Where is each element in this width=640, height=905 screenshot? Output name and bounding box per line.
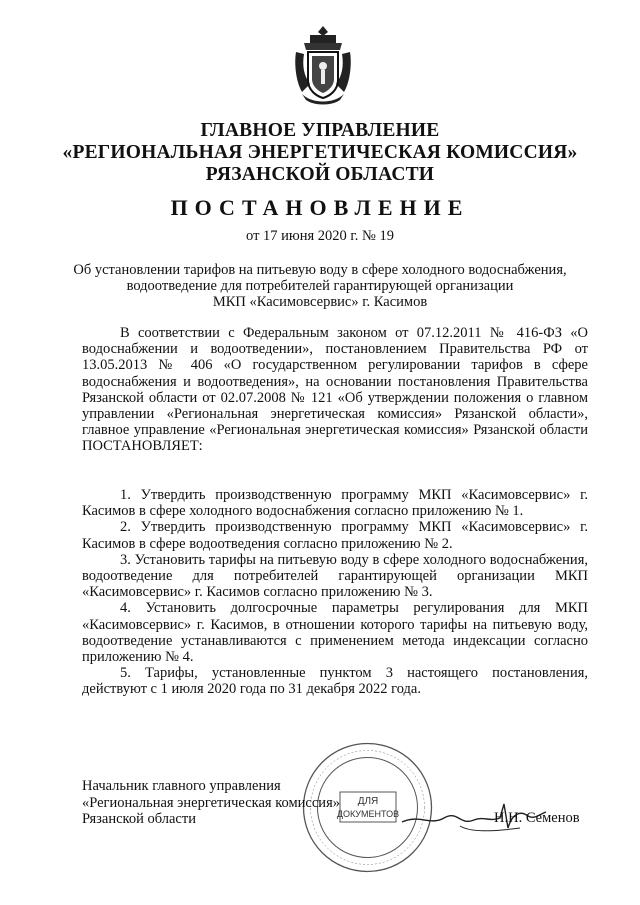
resolution-items: [82, 487, 588, 698]
subject-line-3: МКП «Касимовсервис» г. Касимов: [212, 294, 428, 310]
resolution-item: 4. Установить долгосрочные параметры регулирования для МКП «Касимовсервис» г. Касимов, в отношении которого тарифы на питьевую воду, водоотведение устанавливаются с применением метода индексации согласно приложению № 4.: [82, 600, 588, 666]
resolution-item: 3. Установить тарифы на питьевую воду в сфере холодного водоснабжения, водоотведение для потребителей гарантирующей организации МКП «Касимовсервис» г. Касимов согласно приложению № 3.: [82, 551, 588, 601]
resolution-item: 2. Утвердить производственную программу МКП «Касимовсервис» г. Касимов в сфере водоотведения согласно приложению № 2.: [82, 519, 588, 552]
signatory-position: [82, 778, 340, 828]
subject-line-1: Об установлении тарифов на питьевую воду в сфере холодного водоснабжения,: [73, 262, 567, 278]
preamble-text: В соответствии с Федеральным законом от 07.12.2011 № 416-ФЗ «О водоснабжении и водоотведении», постановлением Правительства РФ от 13.05.2013 № 406 «О государственном регулировании тарифов в сфере водоснабжения и водоотведения», на основании постановления Правительства Рязанской области от 02.07.2008 № 121 «Об утверждении положения о главном управлении «Региональная энергетическая комиссия» Рязанской области», главное управление «Региональная энергетическая комиссия» Рязанской области ПОСТАНОВЛЯЕТ:: [82, 325, 588, 455]
stamp-text-1: ДЛЯ: [357, 796, 379, 807]
issuing-authority-header: [40, 120, 600, 186]
coat-of-arms-emblem: [292, 24, 354, 108]
signatory-line-3: Рязанской области: [82, 811, 196, 827]
resolution-item: 1. Утвердить производственную программу МКП «Касимовсервис» г. Касимов в сфере холодного водоснабжения согласно приложению № 1.: [82, 487, 588, 520]
resolution-item: 5. Тарифы, установленные пунктом 3 настоящего постановления, действуют с 1 июля 2020 года по 31 декабря 2022 года.: [82, 665, 588, 698]
document-type-title: ПОСТАНОВЛЕНИЕ: [170, 195, 470, 220]
document-date-number: от 17 июня 2020 г. № 19: [246, 228, 394, 244]
subject-line-2: водоотведение для потребителей гарантирующей организации: [126, 278, 514, 294]
header-line-3: РЯЗАНСКОЙ ОБЛАСТИ: [205, 164, 435, 185]
signatory-line-1: Начальник главного управления: [82, 778, 281, 794]
document-subject: [60, 262, 580, 310]
header-line-1: ГЛАВНОЕ УПРАВЛЕНИЕ: [200, 120, 440, 141]
preamble-paragraph: [82, 325, 588, 455]
stamp-text-2: ДОКУМЕНТОВ: [336, 809, 400, 819]
signatory-name: Н.Н. Семенов: [494, 810, 580, 826]
header-line-2: «РЕГИОНАЛЬНАЯ ЭНЕРГЕТИЧЕСКАЯ КОМИССИЯ»: [62, 142, 578, 163]
signatory-line-2: «Региональная энергетическая комиссия»: [82, 794, 340, 811]
